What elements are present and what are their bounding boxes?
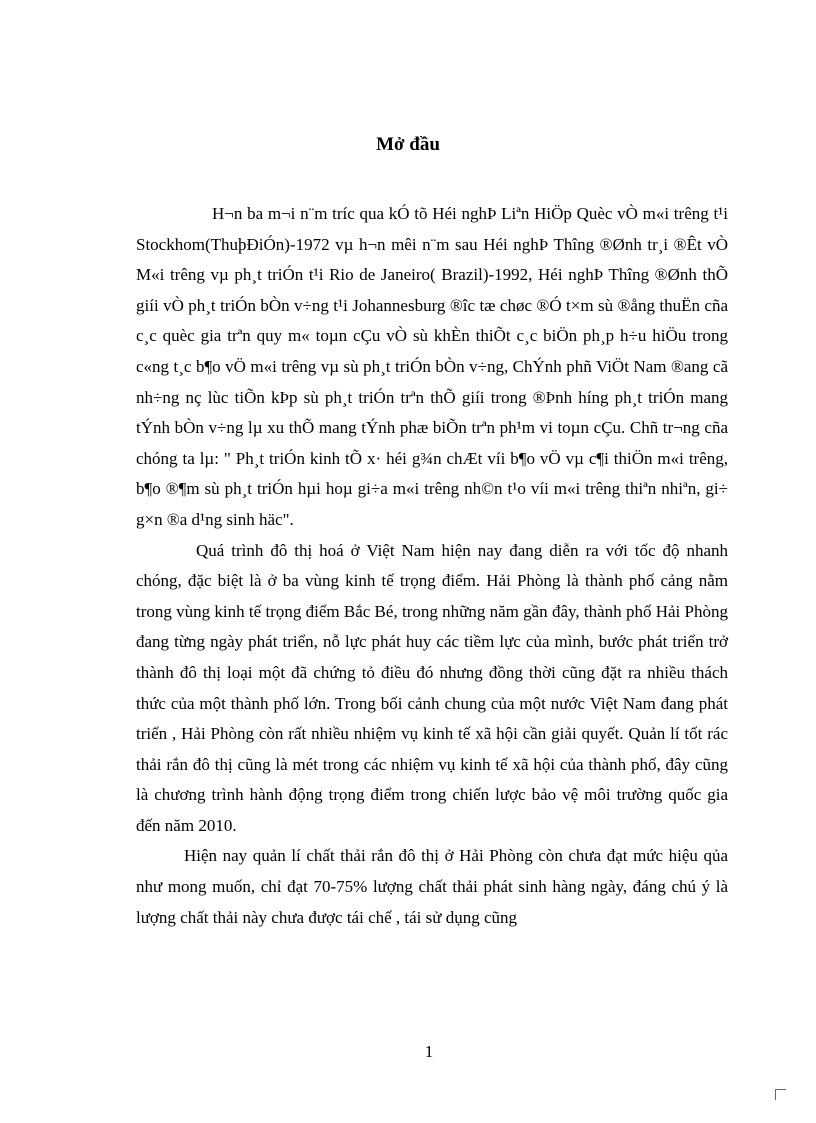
page-corner-mark — [775, 1089, 786, 1100]
page-number: 1 — [424, 1042, 434, 1061]
document-body — [136, 199, 728, 933]
paragraph-2: Quá trình đô thị hoá ở Việt Nam hiện nay đang diễn ra với tốc độ nhanh chóng, đặc biệt là ở ba vùng kinh tế trọng điểm. Hải Phòng là thành phố cảng nằm trong vùng kinh tế trọng điểm Bắc Bé, trong những năm gần đây, thành phố Hải Phòng đang từng ngày phát triển, nỗ lực phát huy các tiềm lực của mình, bước phát triển trở thành đô thị loại một đã chứng tỏ điều đó nhưng đồng thời cũng đặt ra nhiều thách thức của một thành phố lớn. Trong bối cảnh chung của một nước Việt Nam đang phát triển , Hải Phòng còn rất nhiều nhiệm vụ kinh tế xã hội cần giải quyết. Quản lí tốt rác thải rắn đô thị cũng là mét trong các nhiệm vụ kinh tế xã hội của thành phố, đây cũng là chương trình hành động trọng điểm trong chiến lược bảo vệ môi trường quốc gia đến năm 2010. — [136, 540, 728, 835]
paragraph-3: Hiện nay quản lí chất thải rắn đô thị ở Hải Phòng còn chưa đạt mức hiệu qủa như mong muốn, chỉ đạt 70-75% lượng chất thải phát sinh hàng ngày, đáng chú ý là lượng chất thải này chưa được tái chế , tái sử dụng cũng — [136, 846, 728, 927]
paragraph-1: H¬n ba m¬i n¨m tríc qua kÓ tõ Héi nghÞ Liªn HiÖp Quèc vÒ m«i trêng t¹i Stockhom(ThuþĐiÓn)-1972 vµ h¬n mêi n¨m sau Héi nghÞ Thîng ®Ønh tr¸i ®Êt vÒ M«i trêng vµ ph¸t triÓn t¹i Rio de Janeiro( Brazil)-1992, Héi nghÞ Thîng ®Ønh thÕ giíi vÒ ph¸t triÓn bÒn v÷ng t¹i Johannesburg ®îc tæ chøc ®Ó t×m sù ®ång thuËn cña c¸c quèc gia trªn quy m« toµn cÇu vÒ sù khÈn thiÕt c¸c biÖn ph¸p h÷u hiÖu trong c«ng t¸c b¶o vÖ m«i trêng vµ sù ph¸t triÓn bÒn v÷ng, ChÝnh phñ ViÖt Nam ®ang cã nh÷ng nç lùc tiÕn kÞp sù ph¸t triÓn trªn thÕ giíi trong ®Þnh híng ph¸t triÓn mang tÝnh bÒn v÷ng lµ xu thÕ mang tÝnh phæ biÕn trªn ph¹m vi toµn cÇu. Chñ tr¬ng cña chóng ta lµ: " Ph¸t triÓn kinh tÕ x· héi g¾n chÆt víi b¶o vÖ vµ c¶i thiÖn m«i trêng, b¶o ®¶m sù ph¸t triÓn hµi hoµ gi÷a m«i trêng nh©n t¹o víi m«i trêng thiªn nhiªn, gi÷ g×n ®a d¹ng sinh häc". — [136, 204, 728, 529]
document-title: Mở đầu — [376, 134, 440, 155]
